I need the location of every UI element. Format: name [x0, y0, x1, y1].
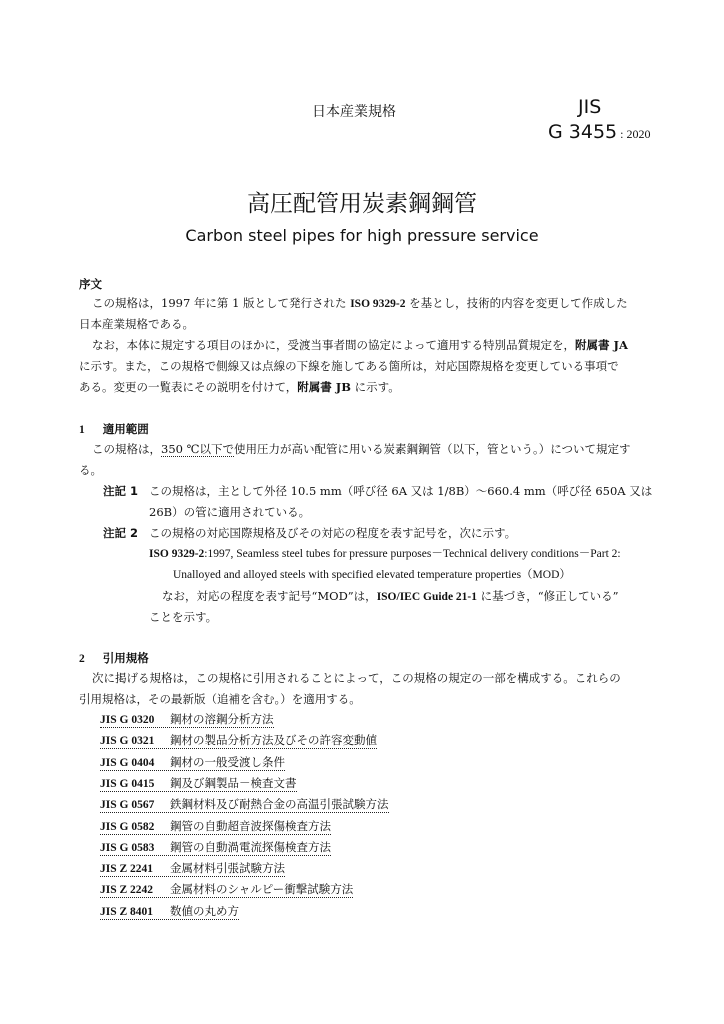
text: この規格は，1997 年に第 1 版として発行された: [92, 296, 351, 310]
section-number: 2: [79, 653, 85, 665]
reference-title: 鉄鋼材料及び耐熱合金の高温引張試験方法: [170, 797, 389, 812]
reference-title: 鋼材の溶鋼分析方法: [170, 712, 274, 726]
reference-code: JIS G 0415: [100, 777, 155, 790]
note1-line2: 26B）の管に適用されている。: [149, 505, 311, 519]
text: 使用圧力が高い配管に用いる炭素鋼鋼管（以下，管という。）について規定す: [233, 442, 631, 456]
section-title: 適用範囲: [102, 422, 149, 436]
reference-item: [100, 881, 353, 903]
reference-title: 金属材料引張試験方法: [170, 861, 285, 876]
foreword-heading: 序文: [79, 277, 102, 291]
iso-reference-line1: [149, 546, 621, 562]
title-japanese: 高圧配管用炭素鋼鋼管: [247, 191, 477, 217]
reference-item: [100, 903, 239, 925]
reference-entry: [100, 712, 274, 728]
reference-item: [100, 775, 297, 797]
reference-entry: [100, 733, 377, 749]
iso-reference-line2: Unalloyed and alloyed steels with specified elevated temperature properties（MOD）: [173, 569, 571, 581]
reference-title: 鋼及び鋼製品－検査文書: [170, 775, 297, 790]
reference-item: [100, 711, 274, 733]
section1-para-line2: る。: [79, 463, 102, 477]
reference-code: JIS G 0567: [100, 799, 155, 812]
reference-entry: [100, 904, 239, 920]
reference-entry: [100, 797, 389, 813]
standard-number: G 3455: [548, 121, 618, 143]
annex-ja-ref: 附属書 JA: [575, 338, 628, 352]
mod-note-line2: ことを示す。: [149, 610, 218, 624]
guide-ref: ISO/IEC Guide 21-1: [376, 591, 478, 603]
reference-entry: [100, 819, 331, 835]
reference-code: JIS G 0404: [100, 756, 155, 769]
reference-item: [100, 732, 377, 754]
annex-jb-ref: 附属書 JB: [297, 380, 351, 394]
section1-para-line1: [92, 441, 631, 457]
reference-entry: [100, 755, 285, 771]
reference-item: [100, 796, 389, 818]
text: に示す。: [350, 380, 400, 394]
reference-code: JIS G 0320: [100, 714, 155, 726]
reference-title: 鋼材の製品分析方法及びその許容変動値: [170, 733, 377, 748]
reference-title: 鋼管の自動超音波探傷検査方法: [170, 818, 331, 833]
text: に基づき，“修正している”: [477, 589, 619, 603]
reference-title: 金属材料のシャルピー衝撃試験方法: [170, 882, 354, 897]
reference-item: [100, 839, 331, 861]
text: なお，本体に規定する項目のほかに，受渡当事者間の協定によって適用する特別品質規定を，: [92, 338, 575, 352]
section2-para-line2: 引用規格は，その最新版（追補を含む。）を適用する。: [79, 692, 361, 706]
note1-line1: この規格は，主として外径 10.5 mm（呼び径 6A 又は 1/8B）〜660.4 mm（呼び径 650A 又は: [149, 484, 653, 498]
reference-code: JIS G 0582: [100, 820, 155, 833]
note1-label: 注記 1: [103, 484, 139, 498]
reference-code: JIS Z 2241: [100, 863, 154, 876]
foreword-para1-line1: [92, 295, 628, 312]
reference-entry: [100, 840, 331, 856]
mod-note-line1: [162, 588, 618, 605]
section2-heading: [79, 650, 149, 666]
text: を基とし，技術的内容を変更して作成した: [405, 296, 628, 310]
reference-title: 数値の丸め方: [170, 903, 239, 918]
iso-code: ISO 9329-2: [149, 548, 205, 560]
section-title: 引用規格: [102, 651, 149, 665]
text: なお，対応の程度を表す記号“MOD”は，: [162, 589, 377, 603]
standard-year: : 2020: [617, 127, 651, 141]
reference-code: JIS Z 8401: [100, 905, 154, 918]
reference-entry: [100, 861, 285, 877]
note2-line1: この規格の対応国際規格及びその対応の程度を表す記号を，次に示す。: [149, 526, 517, 540]
text: この規格は，: [92, 442, 161, 456]
reference-code: JIS G 0583: [100, 841, 155, 854]
reference-title: 鋼材の一般受渡し条件: [170, 754, 285, 769]
text: :1997, Seamless steel tubes for pressure purposes－Technical delivery conditions－Part 2:: [204, 548, 621, 560]
section2-para-line1: 次に掲げる規格は，この規格に引用されることによって，この規格の規定の一部を構成する。これらの: [92, 671, 621, 685]
reference-item: [100, 754, 285, 776]
iso-ref: ISO 9329-2: [350, 298, 406, 310]
reference-entry: [100, 882, 353, 898]
foreword-para2-line1: [92, 337, 628, 353]
section1-heading: [79, 421, 149, 437]
foreword-para1-line2: 日本産業規格である。: [79, 317, 194, 331]
text: ある。変更の一覧表にその説明を付けて，: [79, 380, 298, 394]
underlined-text: 350 ℃以下で: [161, 442, 234, 456]
standard-type-label: 日本産業規格: [312, 104, 396, 120]
foreword-para2-line2: に示す。また，この規格で側線又は点線の下線を施してある箇所は，対応国際規格を変更している事項で: [79, 359, 619, 373]
section-number: 1: [79, 424, 85, 436]
reference-entry: [100, 776, 297, 792]
reference-code: JIS G 0321: [100, 735, 155, 748]
jis-label: JIS: [578, 96, 602, 118]
title-english: Carbon steel pipes for high pressure service: [185, 226, 539, 245]
reference-code: JIS Z 2242: [100, 884, 154, 897]
foreword-para2-line3: [79, 379, 400, 395]
standard-code: [548, 121, 650, 143]
reference-item: [100, 818, 331, 840]
note2-label: 注記 2: [103, 526, 139, 540]
reference-title: 鋼管の自動渦電流探傷検査方法: [170, 839, 331, 854]
reference-item: [100, 860, 285, 882]
